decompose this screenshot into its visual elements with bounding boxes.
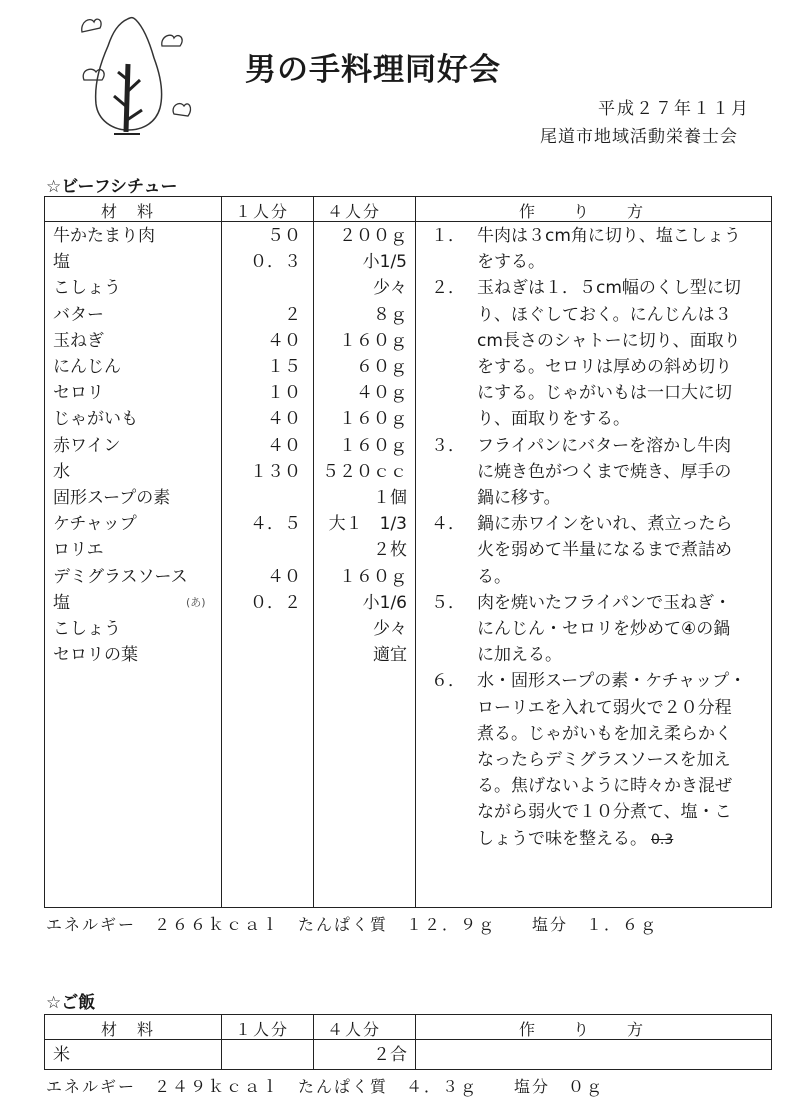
ingredient-one-person <box>227 1042 301 1068</box>
header-four-people: ４人分 <box>327 1020 382 1039</box>
ingredient-name: 塩 <box>53 252 70 273</box>
rice-recipe-table <box>44 1014 772 1070</box>
step-text-line <box>477 223 741 249</box>
step-text-line <box>477 537 732 563</box>
ingredient-four-people: 大１ 1/3 <box>328 514 407 535</box>
header-one-person: １人分 <box>235 202 290 221</box>
ingredient-one-person <box>227 616 301 642</box>
step-text-line <box>477 826 673 853</box>
step-text: をする。 <box>477 252 545 273</box>
stew-nutrition: エネルギー ２６６ｋｃａｌ たんぱく質 １２．９ｇ 塩分 １．６ｇ <box>46 915 659 934</box>
ingredient-name: セロリの葉 <box>53 645 138 666</box>
step-text: フライパンにバターを溶かし牛肉 <box>477 435 732 456</box>
ingredient-four-people: １６０ｇ <box>339 566 407 587</box>
ingredient-four-people: ２合 <box>373 1045 407 1065</box>
step-text-line <box>477 354 732 380</box>
ingredient-four-people: ４０ｇ <box>356 383 407 404</box>
column-divider <box>221 1015 222 1069</box>
ingredient-one-person: ２ <box>284 304 301 325</box>
ingredient-four-people: 適宜 <box>373 645 407 666</box>
step-text: なったらデミグラスソースを加え <box>477 750 731 770</box>
step-text: に焼き色がつくまで焼き、厚手の <box>477 461 732 482</box>
ingredient-four-people: １６０ｇ <box>339 409 407 430</box>
header-ingredient: 材 料 <box>101 1020 156 1039</box>
ingredient-name: にんじん <box>53 357 121 377</box>
step-text-line <box>477 485 561 511</box>
organization-name: 尾道市地域活動栄養士会 <box>540 127 738 147</box>
header-one-person: １人分 <box>235 1020 290 1039</box>
ingredient-name: 塩 <box>53 592 70 613</box>
step-text: 鍋に赤ワインをいれ、煮立ったら <box>477 514 733 535</box>
step-number: ４． <box>431 514 465 535</box>
ingredient-name: 水 <box>53 461 70 482</box>
ingredient-four-people: ８ｇ <box>373 304 407 325</box>
step-text: 肉を焼いたフライパンで玉ねぎ・ <box>477 592 732 613</box>
ingredient-four-people: 小1/5 <box>362 252 407 273</box>
step-text-line <box>477 302 732 328</box>
ingredient-four-people: 少々 <box>373 619 407 639</box>
step-text: 煮る。じゃがいもを加え柔らかく <box>477 723 732 744</box>
step-text-line <box>477 406 630 432</box>
column-divider <box>415 1015 416 1069</box>
ingredient-one-person: １３０ <box>250 461 301 482</box>
step-text: 水・固形スープの素・ケチャップ・ <box>477 671 747 692</box>
step-text: ローリエを入れて弱火で２０分程 <box>477 697 732 718</box>
column-divider <box>313 1015 314 1069</box>
ingredient-one-person: １５ <box>267 357 301 377</box>
step-text-line <box>477 616 730 642</box>
rice-section-title: ☆ご飯 <box>46 993 96 1013</box>
stew-recipe-table <box>44 196 772 908</box>
step-text-line <box>477 511 733 537</box>
ingredient-one-person: ４０ <box>267 330 301 351</box>
step-text: しょうで味を整える。 <box>477 828 647 849</box>
header-four-people: ４人分 <box>327 202 382 221</box>
step-text: る。焦げないように時々かき混ぜ <box>477 776 732 797</box>
column-divider <box>313 197 314 907</box>
ingredient-one-person: ４０ <box>267 566 301 587</box>
step-number: ５． <box>431 592 465 613</box>
ingredient-name: 牛かたまり肉 <box>53 226 155 246</box>
ingredient-four-people: ５２０ｃｃ <box>322 461 407 482</box>
rice-nutrition: エネルギー ２４９ｋｃａｌ たんぱく質 ４．３ｇ 塩分 ０ｇ <box>46 1077 605 1096</box>
step-text: にする。じゃがいもは一口大に切 <box>477 383 732 404</box>
ingredient-name: こしょう <box>53 278 121 299</box>
ingredient-name: 固形スープの素 <box>53 488 171 508</box>
step-number: ３． <box>431 435 465 456</box>
ingredient-four-people: 小1/6 <box>362 592 407 613</box>
step-text-line <box>477 564 511 590</box>
step-text-line <box>477 433 731 459</box>
ingredient-one-person <box>227 642 301 668</box>
ingredient-name: セロリ <box>53 383 104 404</box>
ingredient-one-person: ４．５ <box>250 514 301 535</box>
step-text-line <box>477 590 731 616</box>
step-text: をする。セロリは厚めの斜め切り <box>477 357 732 377</box>
header-ingredient: 材 料 <box>101 202 156 221</box>
step-number: １． <box>431 226 465 246</box>
column-divider <box>221 197 222 907</box>
ingredient-name: ケチャップ <box>53 514 137 535</box>
ingredient-one-person <box>227 537 301 563</box>
ingredient-name: バター <box>53 304 104 325</box>
ingredient-name: こしょう <box>53 619 121 639</box>
ingredient-one-person: ５０ <box>267 226 301 246</box>
ingredient-four-people: ２００ｇ <box>339 226 407 246</box>
struck-out-text: 0.3 <box>651 831 674 848</box>
step-text-line <box>477 275 741 301</box>
step-text-line <box>477 459 731 485</box>
ingredient-four-people: ２枚 <box>373 540 407 561</box>
ingredient-name: 玉ねぎ <box>53 330 104 351</box>
step-text-line <box>477 328 741 354</box>
ingredient-one-person <box>227 485 301 511</box>
ginkgo-tree-logo-icon <box>78 12 193 140</box>
handwritten-note: (あ) <box>186 596 206 609</box>
step-text-line <box>477 747 731 773</box>
page-title: 男の手料理同好会 <box>245 52 501 88</box>
step-text-line <box>477 695 732 721</box>
ingredient-name: デミグラスソース <box>53 566 188 587</box>
step-text: り、面取りをする。 <box>477 409 630 430</box>
step-text-line <box>477 773 732 799</box>
ingredient-four-people: １６０ｇ <box>339 330 407 351</box>
ingredient-one-person: １０ <box>267 383 301 404</box>
issue-date: 平成２７年１１月 <box>598 99 750 119</box>
step-text: cm長さのシャトーに切り、面取り <box>477 330 741 351</box>
step-text: る。 <box>477 566 511 587</box>
step-text-line <box>477 721 732 747</box>
ingredient-four-people: １個 <box>373 488 407 508</box>
step-text: ながら弱火で１０分煮て、塩・こ <box>477 802 732 823</box>
step-text-line <box>477 668 746 694</box>
ingredient-one-person: ４０ <box>267 435 301 456</box>
step-number: ２． <box>431 278 465 299</box>
step-text: 玉ねぎは１．５cm幅のくし型に切 <box>477 278 741 299</box>
header-method: 作 り 方 <box>519 202 646 221</box>
step-text: 牛肉は３cm角に切り、塩こしょう <box>477 226 741 246</box>
ingredient-one-person: ０．３ <box>250 252 301 273</box>
ingredient-name: 米 <box>53 1045 70 1065</box>
ingredient-one-person: ０．２ <box>250 592 301 613</box>
stew-section-title: ☆ビーフシチュー <box>46 177 178 197</box>
step-text-line <box>477 249 545 275</box>
ingredient-name: 赤ワイン <box>53 435 121 456</box>
step-number: ６． <box>431 671 465 692</box>
step-text: 鍋に移す。 <box>477 488 561 508</box>
step-text: り、ほぐしておく。にんじんは３ <box>477 304 732 325</box>
ingredient-one-person <box>227 275 301 301</box>
step-text-line <box>477 380 732 406</box>
ingredient-four-people: ６０ｇ <box>356 357 407 377</box>
ingredient-four-people: 少々 <box>373 278 407 299</box>
ingredient-name: ロリエ <box>53 540 104 561</box>
step-text-line <box>477 642 562 668</box>
step-text: にんじん・セロリを炒めて④の鍋 <box>477 619 731 639</box>
step-text: 火を弱めて半量になるまで煮詰め <box>477 540 732 561</box>
step-text-line <box>477 799 732 825</box>
step-text: に加える。 <box>477 645 562 666</box>
ingredient-one-person: ４０ <box>267 409 301 430</box>
ingredient-four-people: １６０ｇ <box>339 435 407 456</box>
header-method: 作 り 方 <box>519 1020 646 1039</box>
ingredient-name: じゃがいも <box>53 409 138 430</box>
column-divider <box>415 197 416 907</box>
